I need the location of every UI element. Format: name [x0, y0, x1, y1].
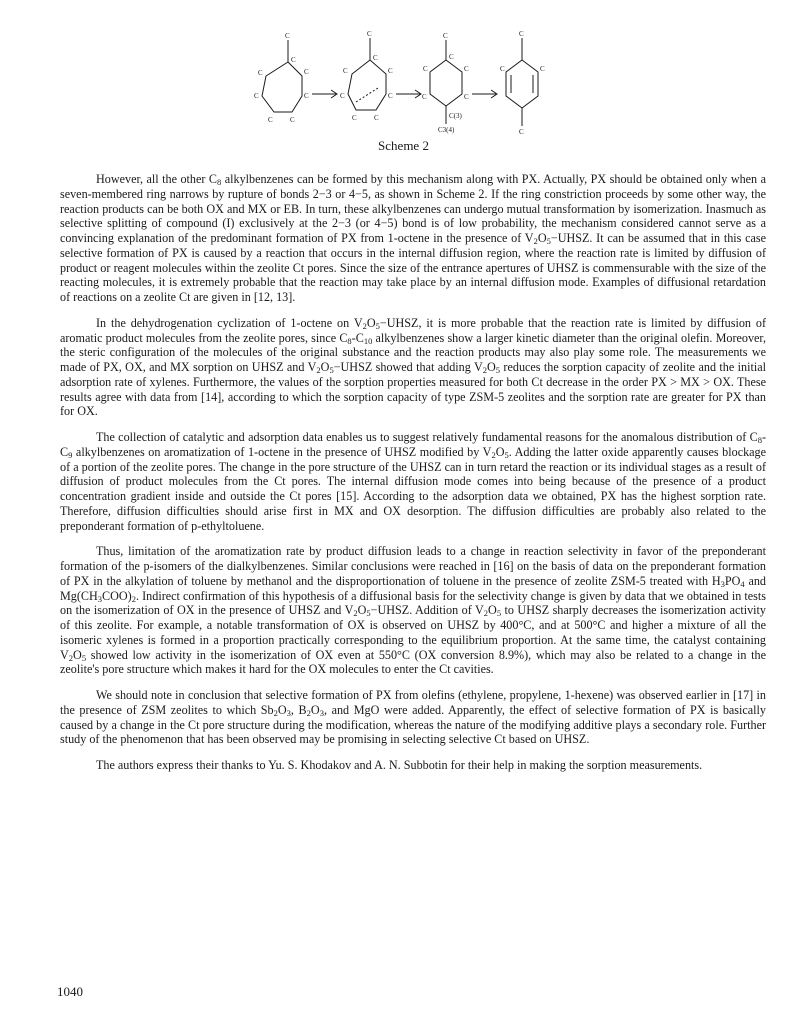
scheme-atom-label: C — [500, 65, 505, 73]
paragraph — [60, 316, 766, 419]
text-run: O — [487, 360, 496, 374]
subscript: 5 — [375, 320, 380, 331]
scheme-atom-label: C — [388, 92, 393, 100]
scheme-atom-label: C — [367, 30, 372, 38]
paragraph — [60, 544, 766, 677]
subscript: 3 — [319, 707, 324, 718]
paragraph — [60, 430, 766, 533]
text-run: O — [310, 702, 320, 717]
text-run: , and MgO were added. Apparently, the effect of selective formation of PX is basically caused by a change in the Ct pore structure during the modification, whereas the nature of the modifying additive plays a secondary role. Further study of the phenomenon that has been observed may be promising in selecting selective Ct based on UHSZ. — [60, 702, 766, 747]
scheme-atom-label: C — [464, 65, 469, 73]
scheme-atom-label: C — [443, 32, 448, 40]
text-run: -C — [351, 330, 364, 345]
scheme-atom-label: C — [423, 65, 428, 73]
scheme-atom-label: C — [352, 114, 357, 122]
paragraph — [60, 172, 766, 305]
text-run: −UHSZ. Addition of V — [370, 603, 484, 618]
subscript: 3 — [97, 593, 103, 604]
text-run: to UHSZ sharply decreases the isomerization activity of this zeolite. For example, a notable transformation of OX is observed on UHSZ by 400°C, and at 500°C and higher a mixture of all the isomeric xylenes is formed in a proportion practically corresponding to the equilibrium proportion. At the same time, the catalyst containing V — [60, 603, 766, 662]
text-run: . Indirect confirmation of this hypothesis of a diffusional basis for the selectivity change is given by data that we obtained in tests on the isomerization of OX in the presence of UHSZ and V — [60, 588, 766, 618]
paragraph — [60, 688, 766, 747]
text-run: O — [537, 231, 547, 245]
text-run: O — [320, 360, 330, 374]
subscript: 2 — [353, 608, 358, 619]
subscript: 2 — [273, 707, 278, 718]
text-run: alkylbenzenes on aromatization of 1-octene in the presence of UHSZ modified by V — [72, 444, 492, 459]
text-run: O — [495, 444, 505, 459]
scheme-atom-label: C — [519, 128, 524, 136]
scheme-atom-label: C — [340, 92, 345, 100]
subscript: 5 — [366, 608, 371, 619]
subscript: 2 — [131, 593, 136, 604]
scheme-atom-label: C — [254, 92, 259, 100]
scheme-2-figure — [250, 28, 550, 136]
scheme-atom-label: C — [291, 56, 296, 64]
subscript: 2 — [483, 608, 489, 619]
subscript: 2 — [362, 320, 367, 331]
subscript: 5 — [496, 608, 502, 619]
text-run: −UHSZ showed that adding V — [333, 360, 483, 374]
text-run: O — [366, 315, 376, 330]
scheme-atom-label: C — [343, 67, 348, 75]
subscript: 5 — [495, 365, 501, 375]
scheme-atom-label: C — [258, 69, 263, 77]
subscript: 2 — [482, 365, 487, 375]
text-run: In the dehydrogenation cyclization of 1-octene on V — [96, 315, 363, 330]
subscript: 8 — [757, 435, 762, 445]
text-run: However, all the other C — [96, 172, 217, 186]
text-run: O — [277, 702, 287, 717]
text-run: O — [73, 647, 82, 662]
text-run: −UHSZ, it is more probable that the reaction rate is limited by diffusion of aromatic product molecules from the zeolite pores, since C — [60, 315, 766, 345]
subscript: 5 — [329, 365, 334, 375]
text-run: O — [488, 603, 497, 618]
subscript: 3 — [720, 578, 725, 589]
text-run: PO — [724, 573, 741, 588]
text-run: and Mg(CH — [60, 573, 766, 603]
text-run: , B — [290, 702, 307, 717]
scheme-atom-label: C3(4) — [438, 126, 455, 134]
subscript: 3 — [286, 707, 291, 718]
scheme-atom-label: C — [304, 68, 309, 76]
text-run: Thus, limitation of the aromatization rate by product diffusion leads to a change in reaction selectivity in favor of the preponderant formation of the p-isomers of the dialkylbenzenes. Similar conclusions were reached in [16] on the basis of data on the preponderant formation of PX in the alkylation of toluene by methanol and the disproportionation of toluene in the presence of zeolite ZSM-5 treated with H — [60, 544, 766, 588]
subscript: 8 — [217, 177, 222, 187]
text-run: alkylbenzenes can be formed by this mechanism along with PX. Actually, PX should be obtained only when a seven-membered ring narrows by rupture of bonds 2−3 or 4−5, as shown in Scheme 2. If the ring constriction proceeds by some other way, the reaction products can be both OX and MX or EB. In turn, these alkylbenzenes can undergo mutual transformation by isomerization. Inasmuch as selective splitting of compound (I) exclusively at the 2−3 (or 4−5) bond is of low probability, the mechanism considered cannot serve as a convincing explanation of the predominant formation of PX from 1-octene in the presence of V — [60, 172, 766, 245]
scheme-atom-label: C — [290, 116, 295, 124]
scheme-atom-label: C — [388, 67, 393, 75]
text-run: We should note in conclusion that selective formation of PX from olefins (ethylene, propylene, 1-hexene) was observed earlier in [17] in the presence of ZSM zeolites to which Sb — [60, 688, 766, 717]
subscript: 5 — [546, 236, 551, 246]
scheme-atom-label: C(3) — [449, 112, 462, 120]
text-run: reduces the sorption capacity of zeolite and the initial adsorption rate of xylenes. Furthermore, the values of the sorption properties measured for both Ct decrease in the order PX > MX > OX. These results agree with data from [14], according to which the sorption capacity of type ZSM-5 zeolites and the sorption rate are greater for PX than for OX. — [60, 360, 766, 419]
subscript: 2 — [316, 365, 321, 375]
subscript: 10 — [363, 335, 373, 346]
article-body — [60, 172, 766, 784]
scheme-atom-label: C — [519, 30, 524, 38]
scheme-caption: Scheme 2 — [378, 138, 429, 153]
reaction-scheme-diagram — [250, 28, 550, 136]
scheme-atom-label: C — [449, 53, 454, 61]
subscript: 4 — [740, 578, 745, 589]
page-number: 1040 — [57, 984, 83, 999]
paragraph — [60, 758, 766, 773]
text-run: O — [357, 603, 367, 618]
scheme-atom-label: C — [374, 114, 379, 122]
text-run: −UHSZ. It can be assumed that in this case selective formation of PX is caused by a reaction that occurs in the internal diffusion region, where the reaction rate is limited by diffusion of product or reagent molecules within the zeolite Ct pores. Since the size of the entrance apertures of UHSZ is commensurable with the size of the reacting molecules, it is extremely probable that the reaction may take place by an internal diffusion mode. Examples of diffusional retardation of reactions on a zeolite Ct are given in [12, 13]. — [60, 231, 766, 304]
subscript: 2 — [533, 236, 538, 246]
scheme-atom-label: C — [373, 54, 378, 62]
scheme-atom-label: C — [540, 65, 545, 73]
scheme-atom-label: C — [285, 32, 290, 40]
scheme-atom-label: C — [304, 92, 309, 100]
subscript: 5 — [81, 652, 87, 663]
subscript: 2 — [68, 652, 74, 663]
text-run: . Adding the latter oxide apparently causes blockage of a portion of the zeolite pores. The change in the pore structure of the UHSZ can in turn retard the reaction or its individual stages as a result of diffusion of product molecules from the Ct pores. The internal diffusion mode comes into being because of the presence of a product concentration gradient inside and outside the Ct pores [15]. According to the adsorption data we obtained, PX has the highest sorption rate. Therefore, diffusion difficulties should arise first in MX and OX desorption. The diffusion difficulties are probably also related to the preponderant formation of p-ethyltoluene. — [60, 444, 766, 533]
text-run: alkylbenzenes show a larger kinetic diameter than the original olefin. Moreover, the steric configuration of the molecules of the original substance and the reaction products may also play some role. The measurements we made of PX, OX, and MX sorption on UHSZ and V — [60, 330, 766, 374]
text-run: The authors express their thanks to Yu. S. Khodakov and A. N. Subbotin for their help in making the sorption measurements. — [96, 758, 703, 772]
subscript: 8 — [347, 335, 352, 346]
subscript: 2 — [306, 707, 311, 718]
text-run: -C — [60, 430, 766, 459]
scheme-atom-label: C — [422, 93, 427, 101]
subscript: 5 — [504, 449, 509, 460]
scheme-atom-label: C — [464, 93, 469, 101]
text-run: COO) — [102, 588, 132, 603]
text-run: The collection of catalytic and adsorption data enables us to suggest relatively fundamental reasons for the anomalous distribution of C — [96, 430, 758, 444]
scheme-atom-label: C — [268, 116, 273, 124]
subscript: 9 — [68, 449, 73, 460]
subscript: 2 — [491, 449, 496, 460]
text-run: showed low activity in the isomerization of OX even at 550°C (OX conversion 8.9%), which may also be related to a change in the zeolite's pore structure which makes it hard for the OX molecules to enter the Ct cavities. — [60, 647, 766, 677]
